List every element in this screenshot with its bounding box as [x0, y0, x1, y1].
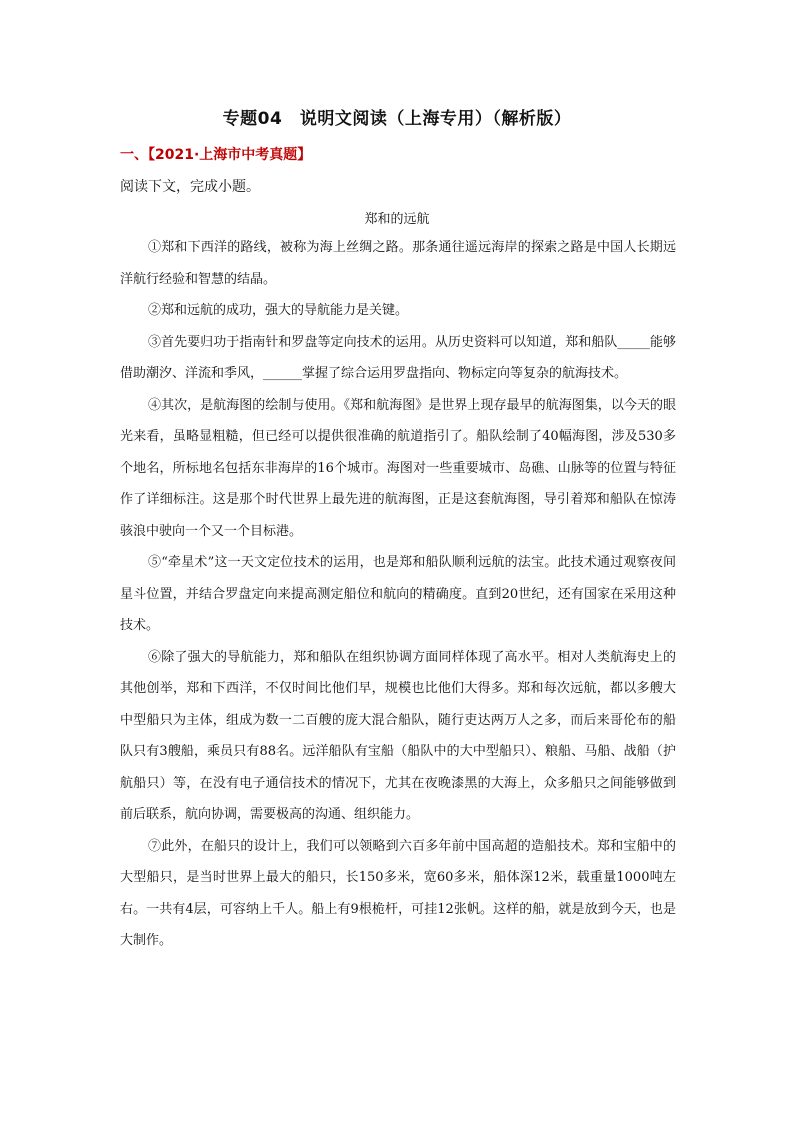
article-body	[120, 232, 676, 957]
paragraph-2: ②郑和远航的成功，强大的导航能力是关键。	[148, 303, 409, 318]
article-title: 郑和的远航	[364, 212, 430, 227]
paragraph-6: ⑥除了强大的导航能力，郑和船队在组织协调方面同样体现了高水平。相对人类航海史上的其他创举，郑和下西洋，不仅时间比他们早，规模也比他们大得多。郑和每次远航，都以多艘大中型船只为主体，组成为数一二百艘的庞大混合船队，随行吏达两万人之多，而后来哥伦布的船队只有3艘船，乘员只有88名。远洋船队有宝船（船队中的大中型船只）、粮船、马船、战船（护航船只）等，在没有电子通信技术的情况下，尤其在夜晚漆黑的大海上，众多船只之间能够做到前后联系，航向协调，需要极高的沟通、组织能力。	[120, 649, 676, 822]
paragraph-1: ①郑和下西洋的路线，被称为海上丝绸之路。那条通往遥远海岸的探索之路是中国人长期远洋航行经验和智慧的结晶。	[120, 240, 676, 287]
paragraph-4: ④其次，是航海图的绘制与使用。《郑和航海图》是世界上现存最早的航海图集，以今天的眼光来看，虽略显粗糙，但已经可以提供很准确的航道指引了。船队绘制了40幅海图，涉及530多个地名，所标地名包括东非海岸的16个城市。海图对一些重要城市、岛礁、山脉等的位置与特征作了详细标注。这是那个时代世界上最先进的航海图，正是这套航海图，导引着郑和船队在惊涛骇浪中驶向一个又一个目标港。	[120, 397, 676, 539]
paragraph-7: ⑦此外，在船只的设计上，我们可以领略到六百多年前中国高超的造船技术。郑和宝船中的大型船只，是当时世界上最大的船只，长150多米，宽60多米，船体深12米，载重量1000吨左右。一共有4层，可容纳上千人。船上有9根桅杆，可挂12张帆。这样的船，就是放到今天，也是大制作。	[120, 838, 676, 948]
paragraph-5: ⑤“牵星术”这一天文定位技术的运用，也是郑和船队顺利远航的法宝。此技术通过观察夜间星斗位置，并结合罗盘定向来提高测定船位和航向的精确度。直到20世纪，还有国家在采用这种技术。	[120, 555, 676, 633]
paragraph-3: ③首先要归功于指南针和罗盘等定向技术的运用。从历史资料可以知道，郑和船队_____能够借助潮汐、洋流和季风，______掌握了综合运用罗盘指向、物标定向等复杂的航海技术。	[120, 334, 676, 381]
document-title: 专题04 说明文阅读（上海专用）（解析版）	[222, 109, 572, 129]
reading-instruction: 阅读下文，完成小题。	[120, 179, 260, 195]
section-heading: 一、【2021·上海市中考真题】	[120, 147, 312, 163]
